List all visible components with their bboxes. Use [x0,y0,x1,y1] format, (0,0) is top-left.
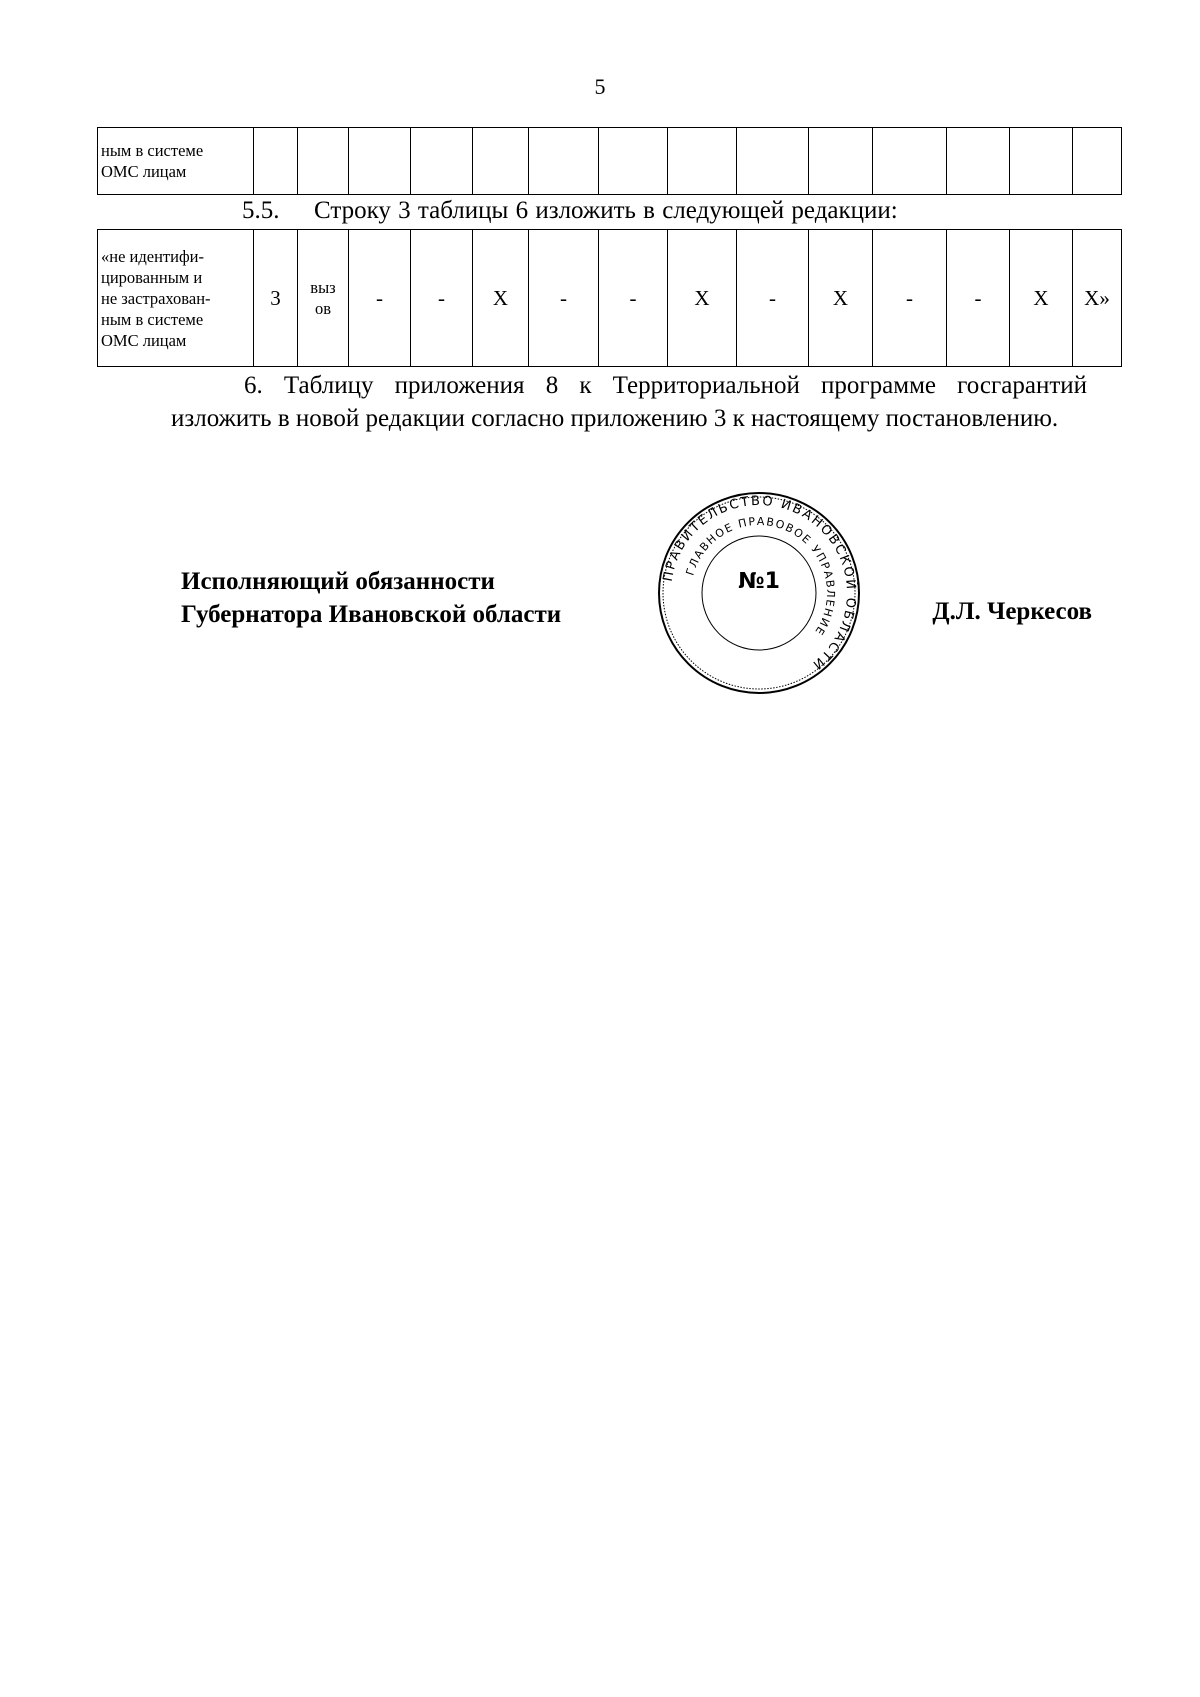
table-cell [473,128,529,195]
cell-line: ным в системе [101,309,204,329]
cell-line: не застрахован- [101,288,211,308]
official-stamp [656,490,862,696]
table-cell: - [411,230,473,367]
table-cell: - [873,230,947,367]
table-cell [411,128,473,195]
table-cell [529,128,599,195]
table-cell: - [349,230,411,367]
stamp-center-text: №1 [738,569,780,594]
signatory-name: Д.Л. Черкесов [932,598,1092,625]
table-cell [1073,128,1122,195]
table-cell [737,128,809,195]
table-cell [98,128,254,195]
table-row [98,230,1122,367]
table-cell [809,128,873,195]
table-cell [873,128,947,195]
table-cell: - [529,230,599,367]
table-cell: выз ов [298,230,349,367]
instruction-text: Строку 3 таблицы 6 изложить в следующей редакции: [314,197,898,224]
table-cell: - [947,230,1010,367]
table-cell: 3 [254,230,298,367]
table-cell: Х [809,230,873,367]
signatory-title [181,565,561,631]
cell-line: цированным и [101,267,203,287]
table-cell [349,128,411,195]
table-cell [1010,128,1073,195]
table-cell [947,128,1010,195]
instruction-number: 5.5. [242,197,280,224]
stamp-inner-text: ГЛАВНОЕ ПРАВОВОЕ УПРАВЛЕНИЕ [683,514,838,639]
page-number: 5 [594,74,606,99]
paragraph-6: 6. Таблицу приложения 8 к Территориальной программе госгарантий изложить в новой редакции согласно приложению 3 к настоящему постановлению. [171,372,1087,432]
cell-line: «не идентифи- [101,246,204,266]
table-cell: Х [1010,230,1073,367]
table-cell: Х» [1073,230,1122,367]
table-cell: Х [473,230,529,367]
table-cell [254,128,298,195]
table-top-fragment [97,127,1122,195]
table-row [98,128,1122,195]
cell-line: ным в системе [101,141,204,160]
table-cell: - [737,230,809,367]
table-cell: Х [668,230,737,367]
table-cell: - [599,230,668,367]
table-bottom-row3 [97,229,1122,367]
signatory-title-line: Исполняющий обязанности [181,568,495,595]
signatory-title-line: Губернатора Ивановской области [181,601,562,628]
table-cell [668,128,737,195]
table-cell [298,128,349,195]
table-cell [599,128,668,195]
stamp-outer-text: ПРАВИТЕЛЬСТВО ИВАНОВСКОЙ ОБЛАСТИ [660,493,859,673]
instruction-5-5 [242,197,898,225]
cell-line: ОМС лицам [101,330,187,350]
cell-line: ОМС лицам [101,162,187,181]
table-cell [98,230,254,367]
